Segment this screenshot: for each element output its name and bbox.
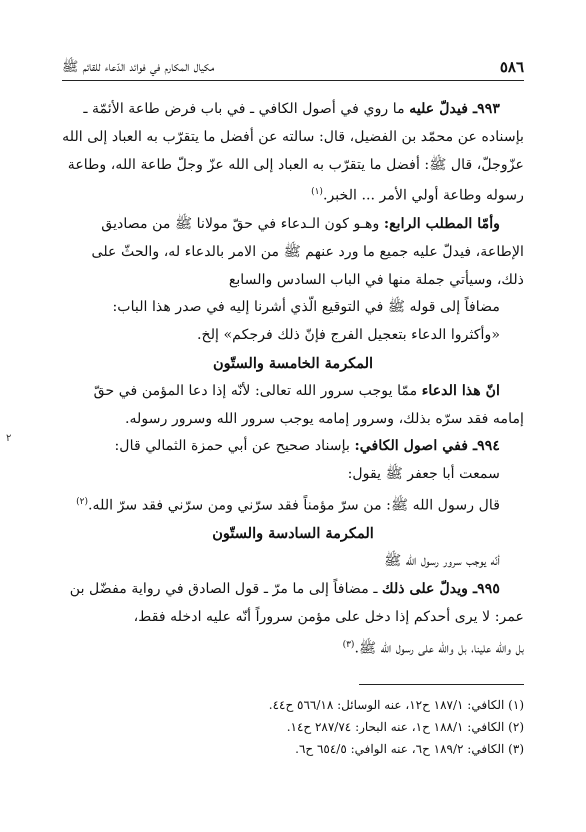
paragraph-65-line: [62, 378, 524, 406]
heading-65: المكرمة الخامسة والستّون: [212, 354, 374, 372]
text-line: [62, 179, 524, 211]
text-line: بإسناده عن محمّد بن الفضيل، قال: سالته عن أفضل ما يتقرّب به العباد إلى الله: [62, 128, 524, 145]
paragraph-994-line: [62, 433, 524, 461]
text-run: ممّا يوجب سرور الله تعالى: لأنّه إذا دعا المؤمن في حقّ: [93, 382, 418, 399]
footnote-2: (٢) الكافي: ١٨٨/١ ح١، عنه البحار: ٢٨٧/٧٤ ح١٤.: [286, 720, 524, 734]
quote-line: «وأكثروا الدعاء بتعجيل الفرج فإنّ ذلك فرجكم» إلخ.: [197, 327, 500, 344]
header-rule: [62, 80, 524, 81]
text-line: مضافاً إلى قوله ﷺ في التوقيع الّذي أشرنا إليه في صدر هذا الباب:: [112, 299, 500, 316]
text-run: ـ مضافاً إلى ما مرّ ـ قول الصادق في رواية مفضّل بن: [69, 581, 378, 598]
text-line: ذلك، وسيأتي جملة منها في الباب السادس والسابع: [228, 271, 524, 288]
text-line: [62, 632, 524, 664]
page-number: ٥٨٦: [499, 58, 524, 76]
hadith-number-994: ٩٩٤ـ ففي اصول الكافي:: [354, 438, 500, 455]
text-line: عزّوجلّ، قال ﷺ: أفضل ما يتقرّب به العباد إلى الله عزّ وجلّ طاعة الله، وطاعة: [67, 156, 524, 173]
footnote-3: (٣) الكافي: ١٨٩/٢ ح٦، عنه الوافي: ٦٥٤/٥ ح٦.: [295, 742, 524, 756]
margin-mark: ٢: [6, 433, 12, 444]
footnote-ref-3: (٣): [342, 639, 355, 650]
footnotes: [62, 694, 524, 760]
text-line: إمامه فقد سرّه بذلك، وسرور إمامه يوجب سرور الله وسرور رسوله.: [124, 410, 524, 427]
paragraph-993-line: [62, 96, 524, 124]
hadith-number-995: ٩٩٥ـ ويدلّ على ذلك: [382, 581, 500, 598]
page-header: [62, 58, 524, 84]
hadith-number-993: ٩٩٣ـ فيدلّ عليه: [409, 101, 500, 117]
paragraph-fourth-line: [62, 211, 524, 239]
section-lead-65: انّ هذا الدعاء: [421, 382, 500, 399]
paragraph-995-line: [62, 576, 524, 604]
heading-66: المكرمة السادسة والستّون: [212, 525, 374, 543]
text-line: [62, 489, 524, 521]
footnote-1: (١) الكافي: ١٨٧/١ ح١٢، عنه الوسائل: ٥٦٦/١٨ ح٤٤.: [268, 698, 524, 712]
text-run: قال رسول الله ﷺ: من سرّ مؤمناً فقد سرّني ومن سرّني فقد سرّ الله.: [88, 497, 500, 514]
running-title: مكيال المكارم في فوائد الدّعاء للقائم ﷺ: [62, 59, 215, 75]
text-line: الإطاعة، فيدلّ عليه جميع ما ورد عنهم ﷺ من الامر بالدعاء له، والحثّ على: [91, 243, 524, 260]
text-line: سمعت أبا جعفر ﷺ يقول:: [347, 466, 500, 483]
text-run: ما روي في أصول الكافي ـ في باب فرض طاعة الأئمّة ـ: [83, 101, 405, 117]
text-run: رسوله وطاعة أولي الأمر ... الخبر.: [322, 188, 524, 205]
text-run: وهـو كون الـدعاء في حقّ مولانا ﷺ من مصاديق: [101, 215, 380, 232]
footnote-ref-1: (١): [311, 187, 323, 198]
text-run: بل والله علينا، بل والله على رسول الله ﷺ.: [354, 640, 524, 657]
text-line: عمر: لا يرى أحدكم إذا دخل على مؤمن سروراً أنّه عليه ادخله فقط،: [133, 608, 524, 625]
text-run: بإسناد صحيح عن أبي حمزة الثمالي قال:: [114, 438, 350, 455]
footnote-ref-2: (٢): [76, 496, 88, 507]
text-line: أنّه يوجب سرور رسول الله ﷺ: [384, 553, 500, 570]
main-text: [62, 96, 524, 663]
section-lead-fourth: وأمّا المطلب الرابع:: [383, 215, 500, 232]
footnote-rule: [359, 684, 524, 685]
